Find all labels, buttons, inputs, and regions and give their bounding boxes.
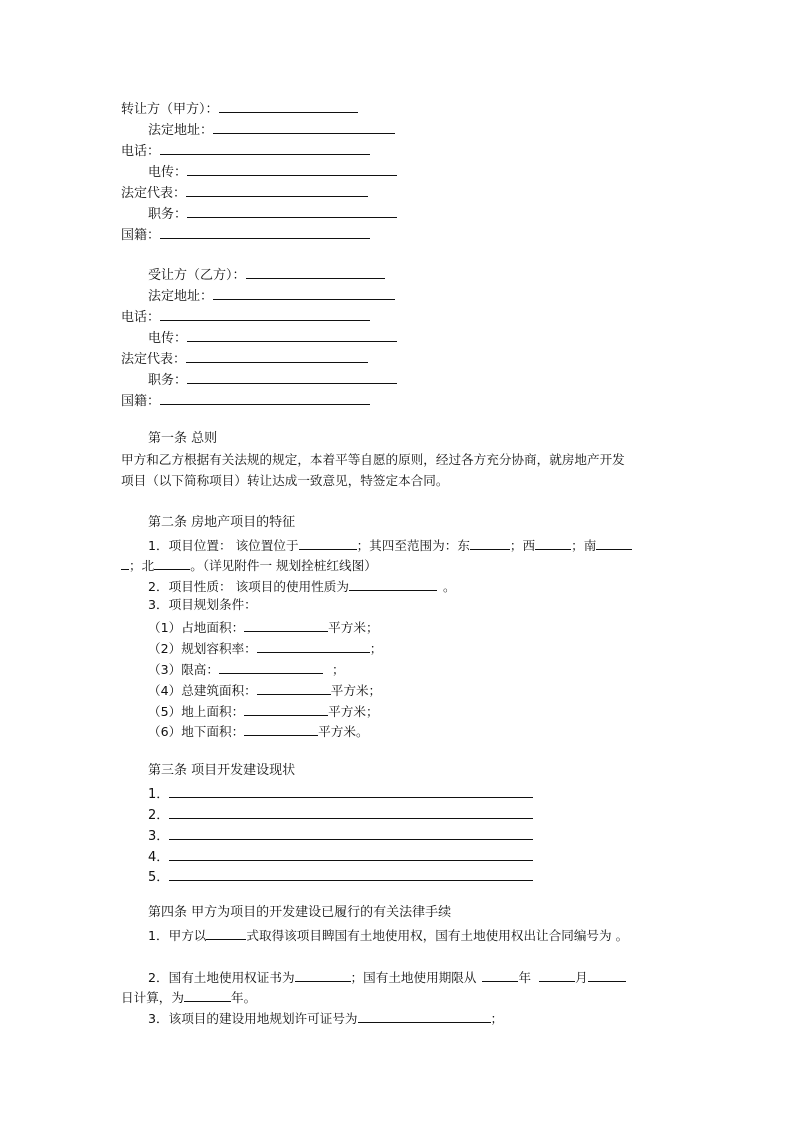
party-a-nationality-blank[interactable] <box>160 225 370 239</box>
boundary-west-label: ；西 <box>509 538 536 553</box>
plot-ratio-blank[interactable] <box>257 639 370 653</box>
party-b-nationality-line <box>121 391 370 407</box>
article-3-heading: 第三条 项目开发建设现状 <box>148 763 296 778</box>
party-b-name-blank[interactable] <box>246 265 385 279</box>
redline-note: 。（详见附件一 规划拴桩红线图） <box>190 558 377 573</box>
party-a-fax-blank[interactable] <box>187 162 397 176</box>
project-nature-label: 2．项目性质： 该项目的使用性质为 <box>148 579 349 594</box>
party-b-fax-line <box>148 328 397 344</box>
status-item <box>148 805 533 821</box>
above-ground-area-label: （5）地上面积： <box>148 704 245 719</box>
party-b-nationality-label: 国籍： <box>121 394 161 409</box>
status-item <box>148 826 533 842</box>
plot-ratio-end: ； <box>369 641 383 656</box>
term-year-label: 年 <box>518 970 532 985</box>
project-location-line <box>148 536 632 552</box>
land-certificate-blank[interactable] <box>295 968 351 982</box>
party-b-fax-blank[interactable] <box>187 328 397 342</box>
land-term-line-2 <box>121 988 256 1004</box>
party-a-address-label: 法定地址： <box>148 123 214 138</box>
status-item-blank[interactable] <box>169 826 533 840</box>
planning-permit-label: 3．该项目的建设用地规划许可证号为 <box>148 1011 358 1026</box>
boundary-east-blank[interactable] <box>470 536 510 550</box>
land-acquisition-label: 1．甲方以 <box>148 928 207 943</box>
article-1-heading: 第一条 总则 <box>148 431 218 446</box>
land-area-blank[interactable] <box>244 618 328 632</box>
term-duration-unit: 年。 <box>230 990 257 1005</box>
project-nature-end: 。 <box>442 579 456 594</box>
status-item-blank[interactable] <box>169 847 533 861</box>
total-floor-area-blank[interactable] <box>257 681 331 695</box>
party-b-position-label: 职务： <box>148 373 188 388</box>
land-certificate-label: 2．国有土地使用权证书为 <box>148 970 295 985</box>
party-b-rep-label: 法定代表： <box>121 352 187 367</box>
boundary-south-blank[interactable] <box>596 536 632 550</box>
status-item-number: 4． <box>148 850 170 865</box>
land-acquisition-text: 式取得该项目睥国有土地使用权，国有土地使用权出让合同编号为 。 <box>246 928 629 943</box>
party-a-address-blank[interactable] <box>213 120 395 134</box>
boundary-north-label: ；北 <box>129 558 155 573</box>
party-b-address-blank[interactable] <box>213 286 395 300</box>
height-limit-blank[interactable] <box>219 660 323 674</box>
status-item <box>148 867 533 883</box>
height-limit-label: （3）限高： <box>148 662 219 677</box>
party-a-rep-blank[interactable] <box>186 183 368 197</box>
party-b-rep-line <box>121 349 368 365</box>
land-acquisition-line <box>148 926 628 942</box>
plot-ratio-line <box>148 639 382 655</box>
party-a-position-label: 职务： <box>148 207 188 222</box>
land-area-line <box>148 618 379 634</box>
project-nature-blank[interactable] <box>349 577 437 591</box>
article-4-heading: 第四条 甲方为项目的开发建设已履行的有关法律手续 <box>148 905 452 920</box>
boundary-west-blank[interactable] <box>535 536 571 550</box>
party-a-fax-label: 电传： <box>148 165 188 180</box>
party-b-address-line <box>148 286 395 302</box>
total-floor-area-line <box>148 681 381 697</box>
article-1-text-line-2: 项目（以下简称项目）转让达成一致意见，特签定本合同。 <box>121 473 449 488</box>
acquisition-method-blank[interactable] <box>206 926 246 940</box>
party-a-name-blank[interactable] <box>219 99 358 113</box>
party-a-phone-line <box>121 141 370 157</box>
boundary-south-label: ；南 <box>571 538 597 553</box>
party-a-position-blank[interactable] <box>187 204 397 218</box>
project-location-line-2 <box>121 556 377 572</box>
project-nature-line <box>148 577 456 593</box>
party-b-address-label: 法定地址： <box>148 289 214 304</box>
party-b-title-line <box>148 265 385 281</box>
planning-permit-blank[interactable] <box>358 1009 491 1023</box>
height-limit-line <box>148 660 345 676</box>
party-b-fax-label: 电传： <box>148 331 188 346</box>
planning-conditions-label: 3．项目规划条件： <box>148 597 257 612</box>
project-location-label: 1．项目位置： 该位置位于 <box>148 538 299 553</box>
party-b-phone-line <box>121 307 370 323</box>
status-item-blank[interactable] <box>169 867 533 881</box>
term-start-label: 日计算，为 <box>121 990 184 1005</box>
height-limit-end: ； <box>331 662 345 677</box>
underground-area-line <box>148 722 369 738</box>
party-b-phone-blank[interactable] <box>160 307 370 321</box>
planning-permit-line <box>148 1009 503 1025</box>
term-day-blank[interactable] <box>588 968 626 982</box>
status-item-blank[interactable] <box>169 784 533 798</box>
party-b-rep-blank[interactable] <box>186 349 368 363</box>
party-a-fax-line <box>148 162 397 178</box>
party-b-position-blank[interactable] <box>187 370 397 384</box>
article-1-text-line-1: 甲方和乙方根据有关法规的规定，本着平等自愿的原则，经过各方充分协商，就房地产开发 <box>121 452 625 467</box>
boundary-south-blank-cont[interactable] <box>121 556 129 570</box>
party-a-nationality-label: 国籍： <box>121 228 161 243</box>
term-month-label: 月 <box>575 970 588 985</box>
status-item-blank[interactable] <box>169 805 533 819</box>
plot-ratio-label: （2）规划容积率： <box>148 641 257 656</box>
party-a-rep-label: 法定代表： <box>121 186 187 201</box>
party-b-nationality-blank[interactable] <box>160 391 370 405</box>
term-month-blank[interactable] <box>539 968 575 982</box>
boundary-north-blank[interactable] <box>154 556 190 570</box>
planning-permit-end: ； <box>490 1011 504 1026</box>
underground-area-label: （6）地下面积： <box>148 724 245 739</box>
above-ground-area-line <box>148 702 379 718</box>
status-item <box>148 847 533 863</box>
party-b-position-line <box>148 370 397 386</box>
status-item <box>148 784 533 800</box>
party-a-rep-line <box>121 183 368 199</box>
above-ground-area-blank[interactable] <box>244 702 328 716</box>
total-floor-area-unit: 平方米； <box>330 683 382 698</box>
article-2-heading: 第二条 房地产项目的特征 <box>148 515 296 530</box>
underground-area-unit: 平方米。 <box>318 724 369 739</box>
party-a-position-line <box>148 204 397 220</box>
land-area-unit: 平方米； <box>328 620 379 635</box>
status-item-number: 5． <box>148 870 170 885</box>
status-item-number: 3． <box>148 829 170 844</box>
underground-area-blank[interactable] <box>244 722 318 736</box>
boundary-east-label: ；其四至范围为：东 <box>356 538 470 553</box>
land-term-label: ；国有土地使用期限从 <box>350 970 477 985</box>
land-certificate-line <box>148 968 626 984</box>
party-b-title-label: 受让方（乙方）： <box>148 268 246 283</box>
status-item-number: 2． <box>148 808 170 823</box>
party-a-phone-blank[interactable] <box>160 141 370 155</box>
total-floor-area-label: （4）总建筑面积： <box>148 683 257 698</box>
term-duration-blank[interactable] <box>184 988 231 1002</box>
party-a-title-line <box>121 99 358 115</box>
land-area-label: （1）占地面积： <box>148 620 245 635</box>
term-year-blank[interactable] <box>482 968 518 982</box>
project-location-blank[interactable] <box>299 536 357 550</box>
party-a-phone-label: 电话： <box>121 144 161 159</box>
party-a-nationality-line <box>121 225 370 241</box>
party-b-phone-label: 电话： <box>121 310 161 325</box>
party-a-title-label: 转让方（甲方）： <box>121 102 219 117</box>
party-a-address-line <box>148 120 395 136</box>
status-item-number: 1． <box>148 787 170 802</box>
above-ground-area-unit: 平方米； <box>328 704 379 719</box>
